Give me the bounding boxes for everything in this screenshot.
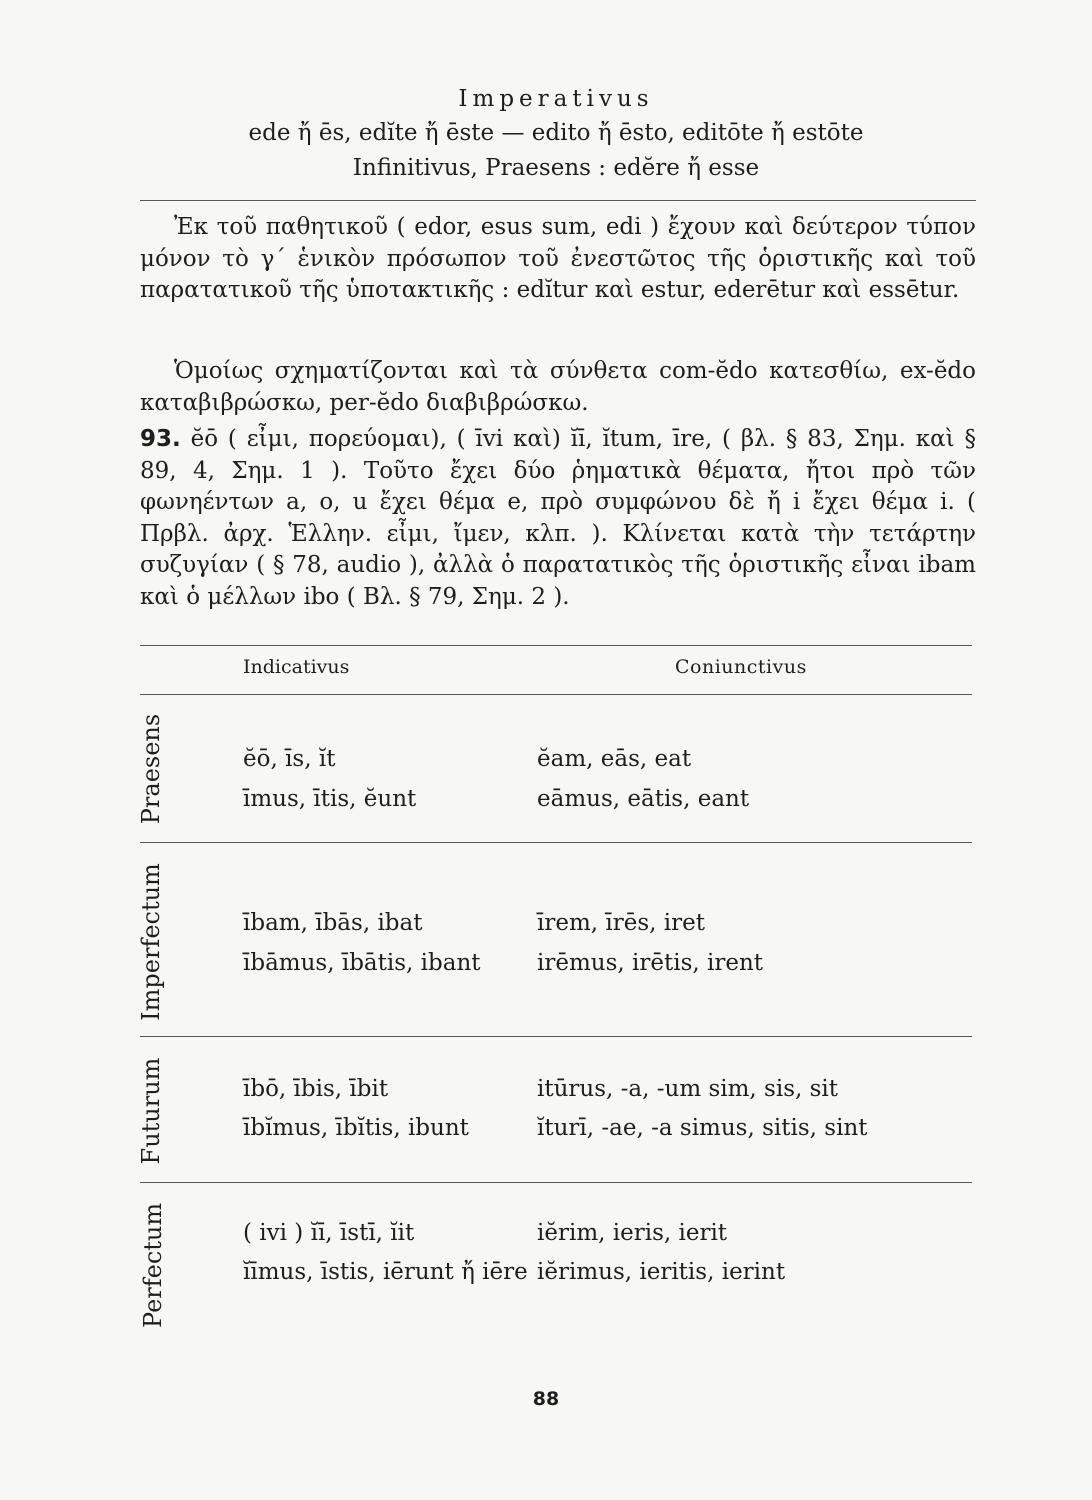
paragraph-passive [140,212,976,307]
infinitive-line: Infinitivus, Praesens : edĕre ἤ esse [352,155,760,181]
table-top-rule [140,645,972,646]
praesens-indicative-plural: īmus, ītis, ĕunt [243,786,417,812]
futurum-subjunctive-singular: itūrus, -a, -um sim, sis, sit [537,1076,839,1102]
perfectum-subjunctive-plural: iĕrimus, ieritis, ierint [537,1259,786,1285]
futurum-indicative-singular: ībō, ībis, ībit [243,1076,389,1102]
tense-divider [140,842,972,843]
section-number: 93. [140,426,181,452]
section-93-body: ĕō ( εἶμι, πορεύομαι), ( īvi καὶ) ĭī, ĭtum, īre, ( βλ. § 83, Σημ. καὶ § 89, 4, Σημ. 1 ). Τοῦτο ἔχει δύο ῥηματικὰ θέματα, ἤτοι πρὸ τῶν φωνηέντων a, o, u ἔχει θέμα e, πρὸ συμφώνου δὲ ἤ i ἔχει θέμα i. ( Πρβλ. ἀρχ. Ἑλλην. εἶμι, ἴμεν, κλπ. ). Κλίνεται κατὰ τὴν τετάρτην συζυγίαν ( § 78, audio ), ἀλλὰ ὁ παρατατικὸς τῆς ὁριστικῆς εἶναι ibam καὶ ὁ μέλλων ibo ( Βλ. § 79, Σημ. 2 ). [140,426,976,610]
column-header-subjunctive: Coniunctivus [675,656,807,678]
tense-label-praesens: Praesens [137,713,165,825]
paragraph-compounds [140,356,976,419]
tense-label-imperfectum: Imperfectum [137,863,165,1021]
imperative-forms: ede ἤ ēs, edĭte ἤ ēste — edito ἤ ēsto, editōte ἤ estōte [248,120,864,146]
imperfectum-subjunctive-singular: īrem, īrēs, iret [537,910,705,936]
perfectum-subjunctive-singular: iĕrim, ieris, ierit [537,1220,728,1246]
perfectum-indicative-plural: ĭīmus, īstis, iērunt ἤ iēre [243,1259,528,1285]
paragraph-compounds-text: Ὁμοίως σχηματίζονται καὶ τὰ σύνθετα com-ĕdo κατεσθίω, ex-ĕdo καταβιβρώσκω, per-ĕdo διαβιβρώσκω. [140,358,976,416]
futurum-subjunctive-plural: ĭturī, -ae, -a simus, sitis, sint [537,1115,868,1141]
paragraph-passive-text: Ἐκ τοῦ παθητικοῦ ( edor, esus sum, edi ) ἔχουν καὶ δεύτερον τύπον μόνον τὸ γ΄ ἑνικὸν πρόσωπον τοῦ ἐνεστῶτος τῆς ὁριστικῆς καὶ τοῦ παρατατικοῦ τῆς ὑποτακτικῆς : edĭtur καὶ estur, ederētur καὶ essētur. [140,214,976,303]
tense-divider [140,1036,972,1037]
page-number: 88 [532,1388,560,1410]
column-header-indicative: Indicativus [243,656,350,678]
table-header-rule [140,694,972,695]
tense-label-perfectum: Perfectum [139,1202,167,1328]
imperfectum-indicative-singular: ībam, ībās, ibat [243,910,423,936]
imperative-heading: Imperativus [458,86,654,112]
paragraph-section-93 [140,424,976,613]
praesens-subjunctive-plural: eāmus, eātis, eant [537,786,750,812]
tense-label-futurum: Futurum [137,1057,165,1165]
tense-divider [140,1182,972,1183]
paragraph-section-93-text [140,424,976,613]
praesens-indicative-singular: ĕō, īs, ĭt [243,746,336,772]
futurum-indicative-plural: ībĭmus, ībĭtis, ibunt [243,1115,469,1141]
imperfectum-indicative-plural: ībāmus, ībātis, ibant [243,950,481,976]
imperfectum-subjunctive-plural: irēmus, irētis, irent [537,950,764,976]
praesens-subjunctive-singular: ĕam, eās, eat [537,746,692,772]
perfectum-indicative-singular: ( ivi ) ĭī, īstī, ĭit [243,1220,415,1246]
header-divider [140,200,976,201]
